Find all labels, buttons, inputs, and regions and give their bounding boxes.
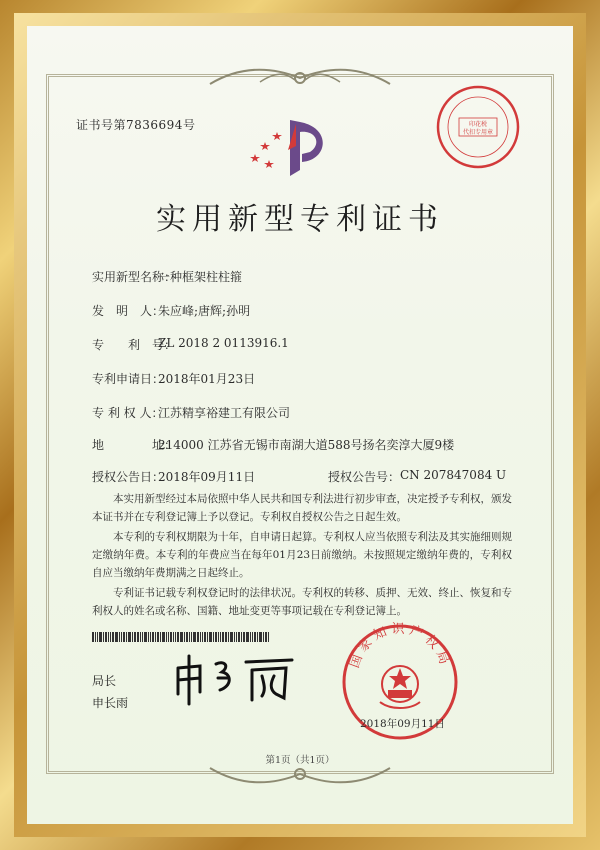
filing-date-label: 专利申请日： bbox=[92, 372, 165, 386]
scroll-ornament-top-icon bbox=[200, 64, 400, 92]
announcement-number-label: 授权公告号： bbox=[328, 470, 401, 484]
page-footer: 第1页（共1页） bbox=[265, 755, 335, 766]
announcement-date: 2018年09月11日 bbox=[158, 470, 256, 484]
page-title: 实用新型专利证书 bbox=[156, 202, 444, 237]
paragraph-grant: 本实用新型经过本局依照中华人民共和国专利法进行初步审查，决定授予专利权，颁发本证书并在专利登记簿上予以登记。专利权自授权公告之日起生效。 bbox=[92, 493, 512, 523]
patent-number: ZL 2018 2 0113916.1 bbox=[158, 336, 289, 350]
patent-number-label: 专 利 号： bbox=[92, 338, 177, 352]
patentee-label: 专 利 权 人： bbox=[92, 406, 164, 420]
inventor: 朱应峰;唐辉;孙明 bbox=[158, 304, 251, 318]
address-label: 地 址： bbox=[92, 438, 177, 452]
paragraph-term: 本专利的专利权期限为十年，自申请日起算。专利权人应当依照专利法及其实施细则规定缴纳年费。本专利的年费应当在每年01月23日前缴纳。未按照规定缴纳年费的，专利权自应当缴纳年费期满之日起终止。 bbox=[92, 531, 512, 579]
seal-date: 2018年09月11日 bbox=[360, 718, 445, 730]
director-signature-icon bbox=[170, 648, 300, 708]
seal-top-text: 国家知识产权局 bbox=[347, 622, 453, 671]
director-name: 申长雨 bbox=[92, 696, 129, 710]
patentee: 江苏精享裕建工有限公司 bbox=[158, 406, 291, 420]
barcode bbox=[92, 632, 332, 642]
address: 214000 江苏省无锡市南湖大道588号扬名奕淳大厦9楼 bbox=[158, 438, 455, 452]
certificate-number: 证书号第7836694号 bbox=[76, 118, 196, 132]
utility-model-name-label: 实用新型名称： bbox=[92, 270, 177, 284]
utility-model-name: 一种框架柱柱箍 bbox=[158, 270, 243, 284]
svg-text:代扣专用章: 代扣专用章 bbox=[462, 129, 494, 136]
filing-date: 2018年01月23日 bbox=[158, 372, 256, 386]
announcement-date-label: 授权公告日： bbox=[92, 470, 165, 484]
stamp-duty-seal-icon bbox=[435, 84, 521, 170]
patent-office-logo-icon bbox=[240, 110, 360, 180]
announcement-number: CN 207847084 U bbox=[400, 468, 507, 482]
svg-text:印花税: 印花税 bbox=[468, 121, 488, 128]
inventor-label: 发 明 人： bbox=[92, 304, 165, 318]
director-title: 局长 bbox=[92, 674, 117, 688]
paragraph-legal-status: 专利证书记载专利权登记时的法律状况。专利权的转移、质押、无效、终止、恢复和专利权人的姓名或名称、国籍、地址变更等事项记载在专利登记簿上。 bbox=[92, 587, 512, 617]
